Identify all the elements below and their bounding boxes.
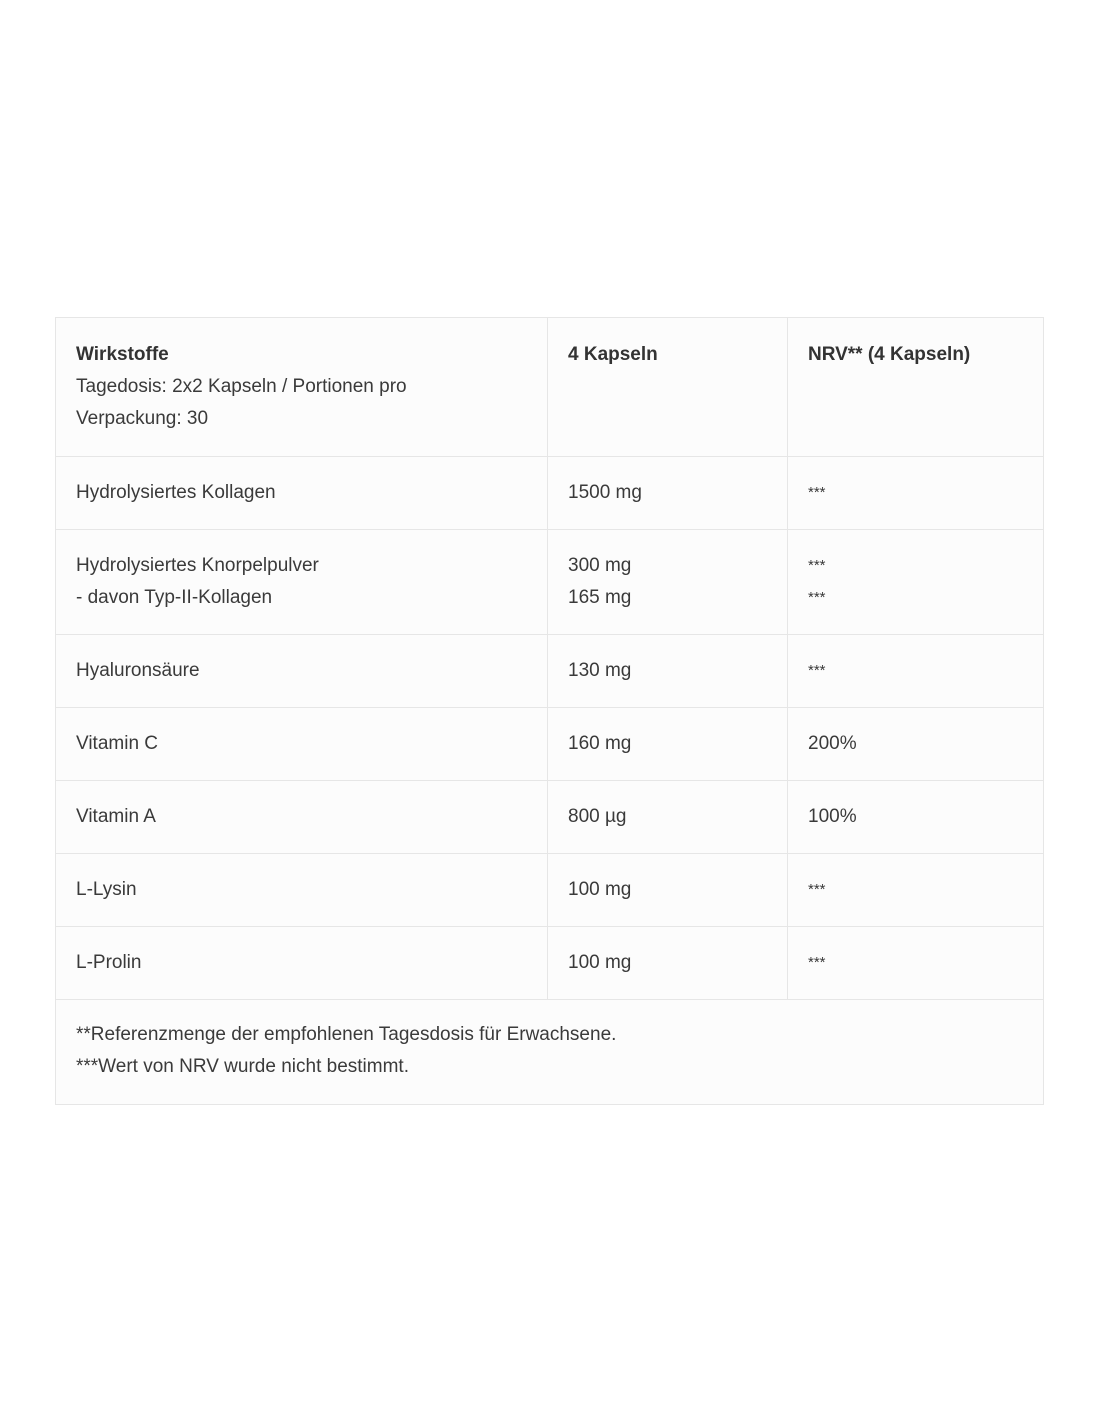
table-row xyxy=(56,781,1044,854)
header-nrv-title: NRV** (4 Kapseln) xyxy=(808,344,971,365)
header-amount-title: 4 Kapseln xyxy=(568,344,658,365)
header-cell-ingredients xyxy=(56,318,548,457)
header-daily-dose: Tagedosis: 2x2 Kapseln / Portionen pro xyxy=(76,376,407,397)
header-package-servings: Verpackung: 30 xyxy=(76,408,209,429)
nrv-value-sub: *** xyxy=(808,589,826,606)
nrv-value: *** xyxy=(808,662,826,679)
table-row xyxy=(56,854,1044,927)
ingredient-amount: 800 µg xyxy=(548,781,788,854)
ingredient-name-sub: - davon Typ-II-Kollagen xyxy=(76,587,273,608)
nrv-value: *** xyxy=(808,484,826,501)
table-row xyxy=(56,708,1044,781)
ingredient-nrv xyxy=(788,530,1044,635)
table-row xyxy=(56,457,1044,530)
footnote-row xyxy=(56,1000,1044,1105)
table-row xyxy=(56,530,1044,635)
header-cell-amount xyxy=(548,318,788,457)
ingredient-name: Hyaluronsäure xyxy=(56,635,548,708)
ingredient-amount: 160 mg xyxy=(548,708,788,781)
ingredient-name: L-Prolin xyxy=(56,927,548,1000)
ingredient-name: Hydrolysiertes Kollagen xyxy=(56,457,548,530)
ingredient-amount: 100 mg xyxy=(548,927,788,1000)
ingredient-name-main: Hydrolysiertes Knorpelpulver xyxy=(76,555,319,576)
footnote-nrv-not-determined: ***Wert von NRV wurde nicht bestimmt. xyxy=(76,1056,409,1077)
header-ingredients-title: Wirkstoffe xyxy=(76,344,169,365)
ingredient-name: L-Lysin xyxy=(56,854,548,927)
ingredient-name xyxy=(56,530,548,635)
ingredient-nrv xyxy=(788,457,1044,530)
ingredient-amount-sub: 165 mg xyxy=(568,587,632,608)
ingredient-name: Vitamin C xyxy=(56,708,548,781)
nrv-value: *** xyxy=(808,881,826,898)
ingredient-nrv xyxy=(788,927,1044,1000)
ingredient-nrv xyxy=(788,854,1044,927)
footnotes-cell xyxy=(56,1000,1044,1105)
nrv-value: *** xyxy=(808,954,826,971)
ingredient-nrv: 200% xyxy=(788,708,1044,781)
ingredient-amount: 100 mg xyxy=(548,854,788,927)
ingredient-amount-main: 300 mg xyxy=(568,555,632,576)
ingredient-nrv xyxy=(788,635,1044,708)
header-cell-nrv xyxy=(788,318,1044,457)
nrv-value-main: *** xyxy=(808,557,826,574)
footnote-nrv-definition: **Referenzmenge der empfohlenen Tagesdosis für Erwachsene. xyxy=(76,1024,617,1045)
ingredient-amount: 1500 mg xyxy=(548,457,788,530)
table-header-row xyxy=(56,318,1044,457)
table-row xyxy=(56,635,1044,708)
table-row xyxy=(56,927,1044,1000)
ingredient-nrv: 100% xyxy=(788,781,1044,854)
ingredient-name: Vitamin A xyxy=(56,781,548,854)
ingredient-amount xyxy=(548,530,788,635)
nutrition-table xyxy=(55,317,1044,1105)
ingredient-amount: 130 mg xyxy=(548,635,788,708)
